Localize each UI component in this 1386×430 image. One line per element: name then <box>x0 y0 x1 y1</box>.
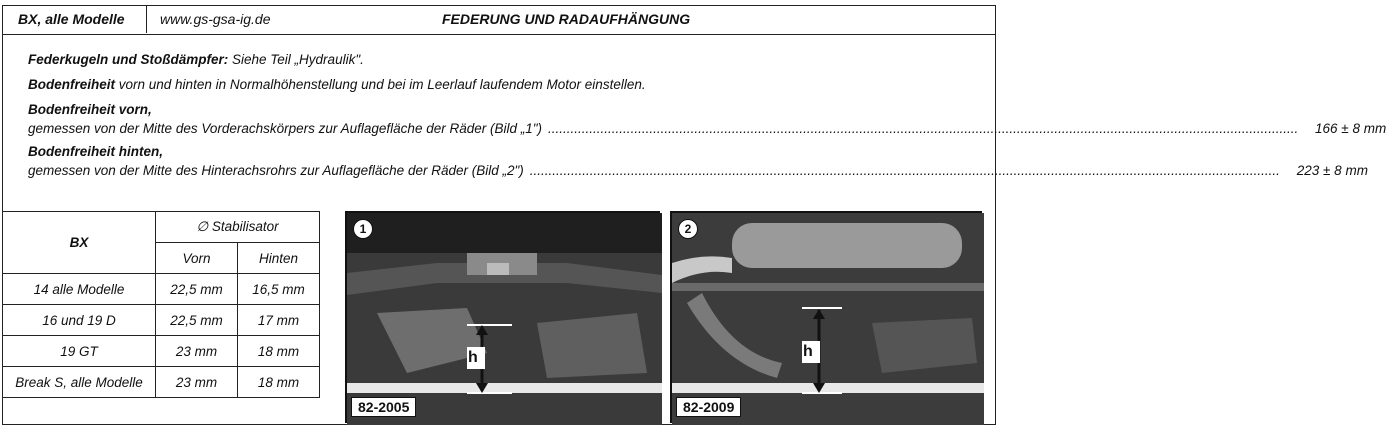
table-group-header: ∅ Stabilisator <box>156 212 320 243</box>
leader-dots: ........................................................................................................................................................................................................ <box>548 121 1299 136</box>
table-cell-front: 23 mm <box>156 367 238 398</box>
table-cell-model: 16 und 19 D <box>3 305 156 336</box>
note-clearance-text: vorn und hinten in Normalhöhenstellung und bei im Leerlauf laufendem Motor einstellen. <box>115 77 646 92</box>
table-row <box>3 305 320 336</box>
photo-front-axle <box>345 211 660 423</box>
table-cell-front: 22,5 mm <box>156 305 238 336</box>
photo-rear-axle <box>670 211 982 423</box>
table-bx-header: BX <box>3 212 156 274</box>
rear-heading: Bodenfreiheit hinten, <box>28 144 163 159</box>
table-col-front: Vorn <box>156 243 238 274</box>
table-cell-model: Break S, alle Modelle <box>3 367 156 398</box>
front-heading: Bodenfreiheit vorn, <box>28 102 152 117</box>
model-label: BX, alle Modelle <box>2 5 147 33</box>
website-label: www.gs-gsa-ig.de <box>160 11 271 27</box>
photo-number-badge: 2 <box>678 219 698 239</box>
rear-spec-text: gemessen von der Mitte des Hinterachsrohrs zur Auflagefläche der Räder (Bild „2") <box>28 163 524 178</box>
table-cell-rear: 18 mm <box>238 336 320 367</box>
rear-spec-row <box>28 163 1368 178</box>
height-label: h <box>803 343 813 360</box>
table-cell-model: 19 GT <box>3 336 156 367</box>
table-row <box>3 274 320 305</box>
photo-number-badge: 1 <box>353 219 373 239</box>
photo-caption: 82-2005 <box>351 397 416 417</box>
table-cell-rear: 18 mm <box>238 367 320 398</box>
note-clearance <box>28 77 646 92</box>
rear-spec-value: 223 ± 8 mm <box>1296 163 1368 178</box>
table-cell-model: 14 alle Modelle <box>3 274 156 305</box>
front-spec-value: 166 ± 8 mm <box>1315 121 1386 136</box>
note-clearance-bold: Bodenfreiheit <box>28 77 116 92</box>
front-spec-row <box>28 121 1386 136</box>
note-suspension <box>28 52 364 67</box>
table-cell-rear: 16,5 mm <box>238 274 320 305</box>
section-title: FEDERUNG UND RADAUFHÄNGUNG <box>442 11 691 27</box>
photo-rear-illustration <box>672 213 984 425</box>
table-col-rear: Hinten <box>238 243 320 274</box>
stabilizer-table <box>2 211 320 398</box>
front-spec-text: gemessen von der Mitte des Vorderachskörpers zur Auflagefläche der Räder (Bild „1") <box>28 121 543 136</box>
leader-dots: ........................................................................................................................................................................................................ <box>529 163 1280 178</box>
page-header <box>2 5 996 35</box>
height-label: h <box>468 349 478 366</box>
photo-caption: 82-2009 <box>676 397 741 417</box>
note-suspension-text: Siehe Teil „Hydraulik". <box>228 52 364 67</box>
note-suspension-bold: Federkugeln und Stoßdämpfer: <box>28 52 229 67</box>
table-cell-front: 23 mm <box>156 336 238 367</box>
table-cell-rear: 17 mm <box>238 305 320 336</box>
table-cell-front: 22,5 mm <box>156 274 238 305</box>
table-row <box>3 367 320 398</box>
table-row <box>3 336 320 367</box>
photo-front-illustration <box>347 213 662 425</box>
